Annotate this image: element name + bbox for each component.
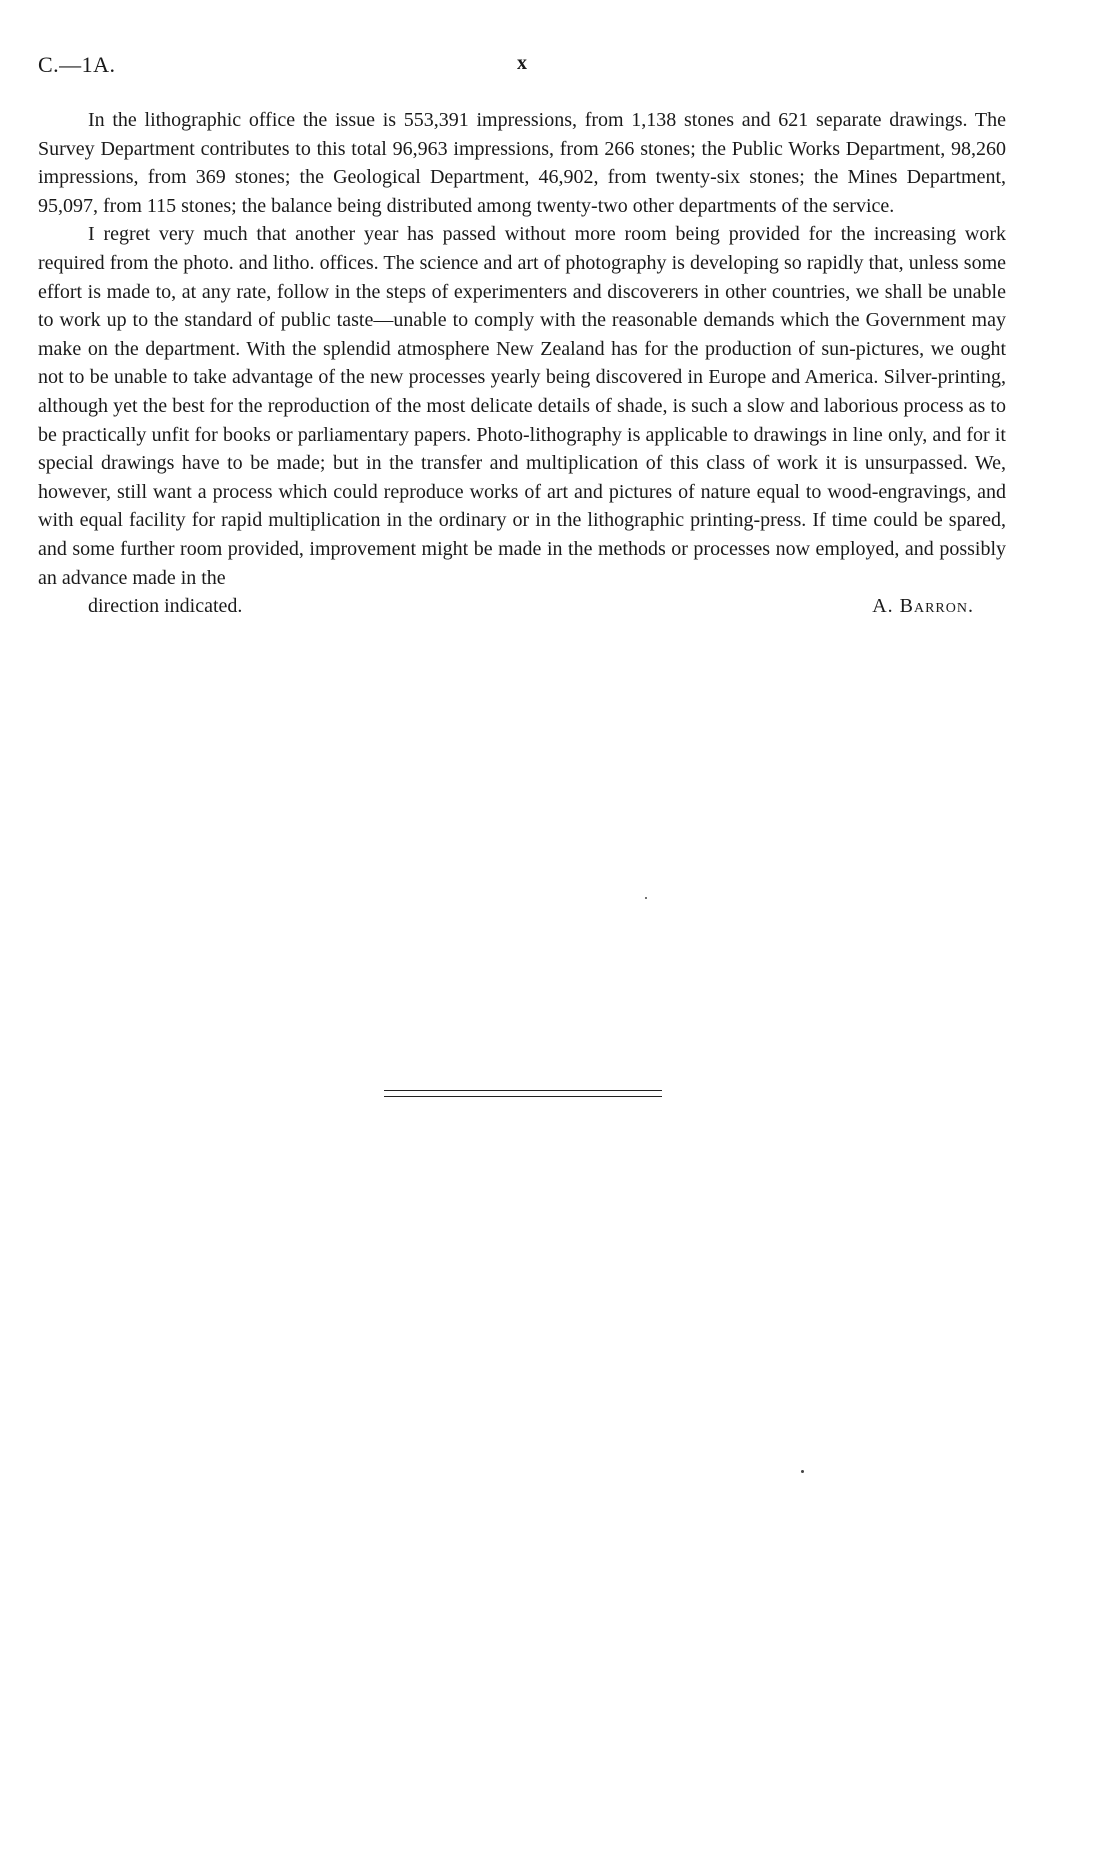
report-body: [38, 106, 1006, 621]
closing-line: [38, 592, 1006, 621]
author-signature: A. Barron.: [872, 595, 974, 618]
page-number: x: [517, 52, 527, 74]
paper-speck: [801, 1470, 804, 1473]
closing-text: direction indicated.: [88, 595, 243, 618]
paragraph-photo-litho-offices: I regret very much that another year has passed without more room being provided for the increasing work required from the photo. and litho. offices. The science and art of photography is developing so rapidly that, unless some effort is made to, at any rate, follow in the steps of experimenters and discoverers in other countries, we shall be unable to work up to the standard of public taste—unable to comply with the reasonable demands which the Government may make on the department. With the splendid atmosphere New Zealand has for the production of sun-pictures, we ought not to be unable to take advantage of the new processes yearly being discovered in Europe and America. Silver-printing, although yet the best for the reproduction of the most delicate details of shade, is such a slow and laborious process as to be practically unfit for books or parliamentary papers. Photo-lithography is applicable to drawings in line only, and for it special drawings have to be made; but in the transfer and multiplication of this class of work it is unsurpassed. We, however, still want a process which could reproduce works of art and pictures of nature equal to wood-engravings, and with equal facility for rapid multiplication in the ordinary or in the lithographic printing-press. If time could be spared, and some further room provided, improvement might be made in the methods or processes now employed, and possibly an advance made in the: [38, 223, 1006, 589]
paper-speck: [645, 897, 647, 899]
document-reference: C.—1A.: [38, 52, 116, 77]
section-divider-bottom: [384, 1096, 662, 1097]
section-divider-top: [384, 1090, 662, 1091]
paragraph-lithographic-office: In the lithographic office the issue is 553,391 impressions, from 1,138 stones and 621 separate drawings. The Survey Department contributes to this total 96,963 impressions, from 266 stones; the Public Works Department, 98,260 impressions, from 369 stones; the Geological Department, 46,902, from twenty-six stones; the Mines Department, 95,097, from 115 stones; the balance being distributed among twenty-two other departments of the service.: [38, 109, 1006, 217]
page-header: [38, 52, 1018, 84]
